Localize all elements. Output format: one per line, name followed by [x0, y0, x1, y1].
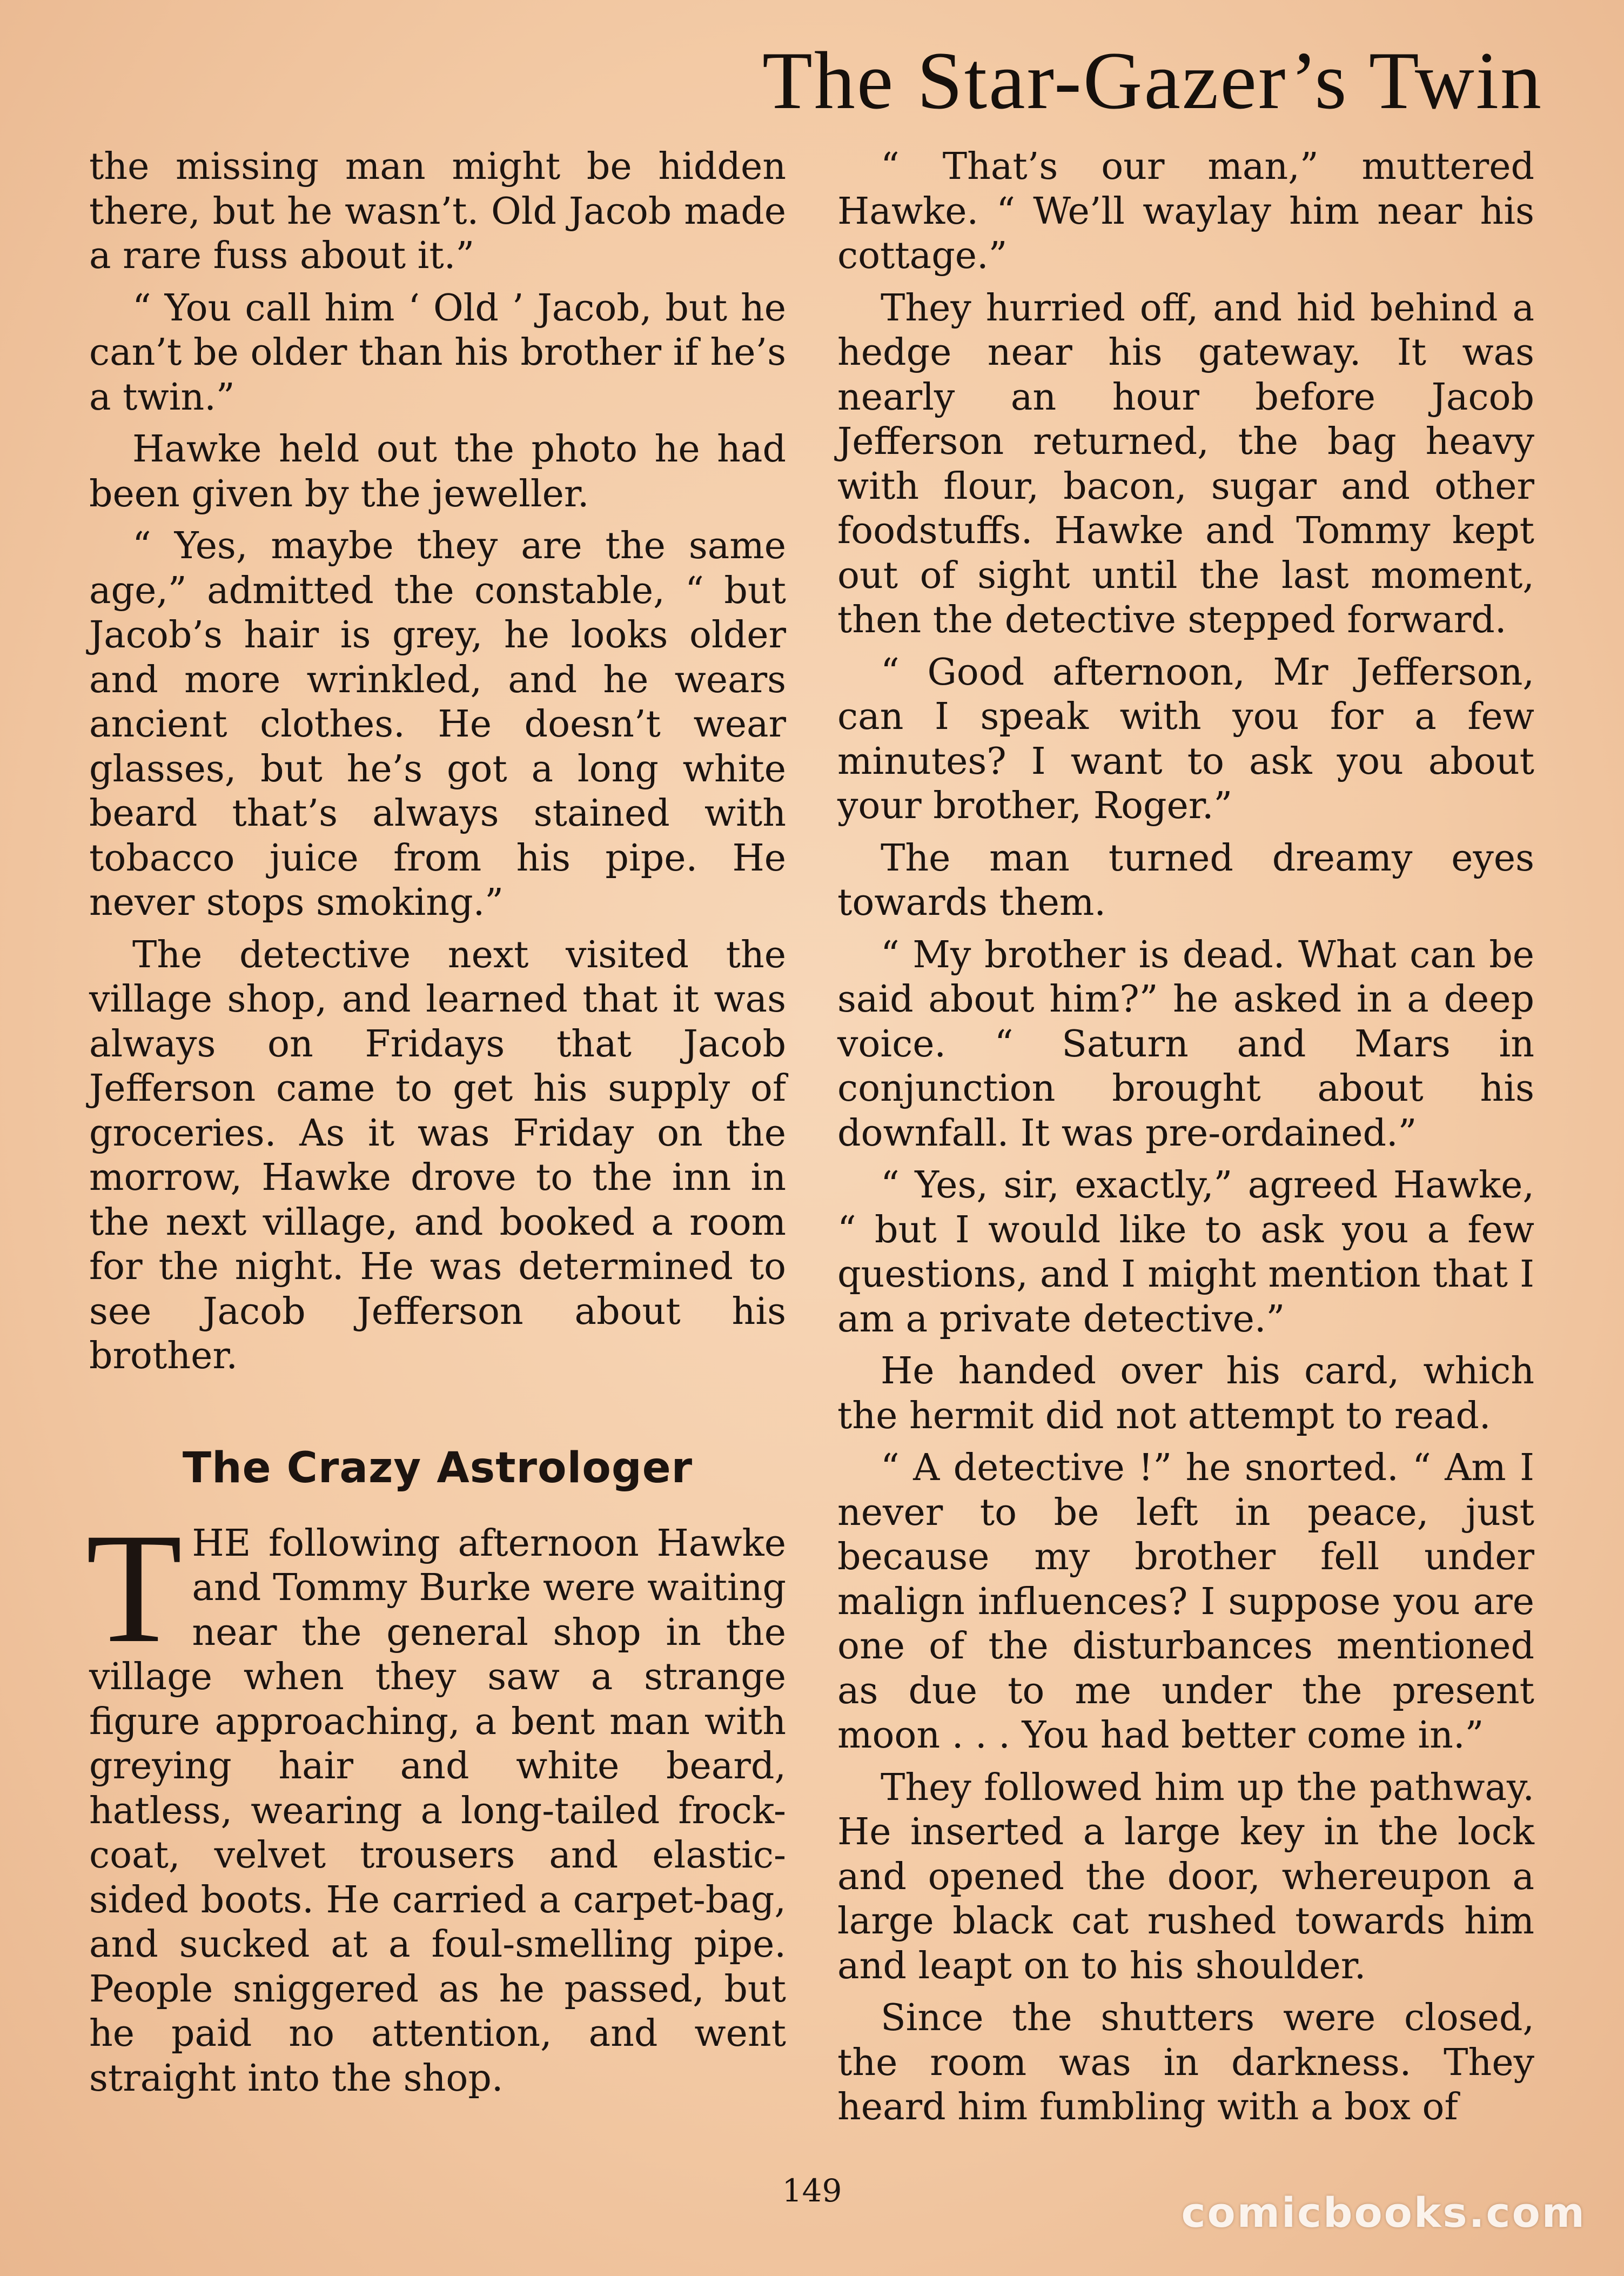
paragraph: “ Yes, maybe they are the same age,” admitted the constable, “ but Jacob’s hair is grey, he looks older and more wrinkled, and he wears ancient clothes. He doesn’t wear glasses, but he’s got a long white beard that’s always stained with tobacco juice from his pipe. He never stops smoking.”: [89, 525, 786, 924]
drop-cap: T: [86, 1501, 183, 1676]
paragraph: “ My brother is dead. What can be said about him?” he asked in a deep voice. “ Saturn and Mars in conjunction brought about his downfall. It was pre-ordained.”: [837, 933, 1534, 1155]
paragraph: “ You call him ‘ Old ’ Jacob, but he can’t be older than his brother if he’s a twin.”: [89, 286, 786, 419]
paragraph: Hawke held out the photo he had been given by the jeweller.: [89, 428, 786, 516]
left-column: [86, 145, 786, 2108]
paragraph: They followed him up the pathway. He inserted a large key in the lock and opened the door, whereupon a large black cat rushed towards him and leapt on to his shoulder.: [837, 1766, 1534, 1987]
drop-cap-paragraph-text: HE following afternoon Hawke and Tommy Burke were waiting near the general shop in the village when they saw a strange figure approaching, a bent man with greying hair and white beard, hatless, wearing a long-tailed frock-coat, velvet trousers and elastic-sided boots. He carried a carpet-bag, and sucked at a foul-smelling pipe. People sniggered as he passed, but he paid no attention, and went straight into the shop.: [89, 1522, 786, 2100]
watermark: comicbooks.com: [1181, 2188, 1586, 2237]
paragraph: The man turned dreamy eyes towards them.: [837, 836, 1534, 924]
paragraph: the missing man might be hidden there, but he wasn’t. Old Jacob made a rare fuss about it.”: [89, 145, 786, 277]
paragraph: “ That’s our man,” muttered Hawke. “ We’ll waylay him near his cottage.”: [837, 145, 1534, 277]
running-title: The Star-Gazer’s Twin: [762, 35, 1543, 126]
paragraph: “ Yes, sir, exactly,” agreed Hawke, “ but I would like to ask you a few questions, and I might mention that I am a private detective.”: [837, 1164, 1534, 1341]
drop-cap-paragraph: [86, 1501, 786, 2101]
right-column: [837, 145, 1534, 2138]
paragraph: The detective next visited the village shop, and learned that it was always on Fridays that Jacob Jefferson came to get his supply of groceries. As it was Friday on the morrow, Hawke drove to the inn in the next village, and booked a room for the night. He was determined to see Jacob Jefferson about his brother.: [89, 933, 786, 1377]
section-heading: The Crazy Astrologer: [182, 1443, 693, 1492]
paragraph: Since the shutters were closed, the room was in darkness. They heard him fumbling with a box of: [837, 1997, 1534, 2128]
paragraph: “ A detective !” he snorted. “ Am I never to be left in peace, just because my brother fell under malign influences? I suppose you are one of the disturbances mentioned as due to me under the present moon . . . You had better come in.”: [837, 1447, 1534, 1757]
paragraph: “ Good afternoon, Mr Jefferson, can I speak with you for a few minutes? I want to ask you about your brother, Roger.”: [837, 651, 1534, 827]
paragraph: They hurried off, and hid behind a hedge near his gateway. It was nearly an hour before Jacob Jefferson returned, the bag heavy with flour, bacon, sugar and other foodstuffs. Hawke and Tommy kept out of sight until the last moment, then the detective stepped forward.: [837, 286, 1534, 641]
page-number: 149: [782, 2172, 842, 2209]
paragraph: He handed over his card, which the hermit did not attempt to read.: [837, 1350, 1534, 1437]
